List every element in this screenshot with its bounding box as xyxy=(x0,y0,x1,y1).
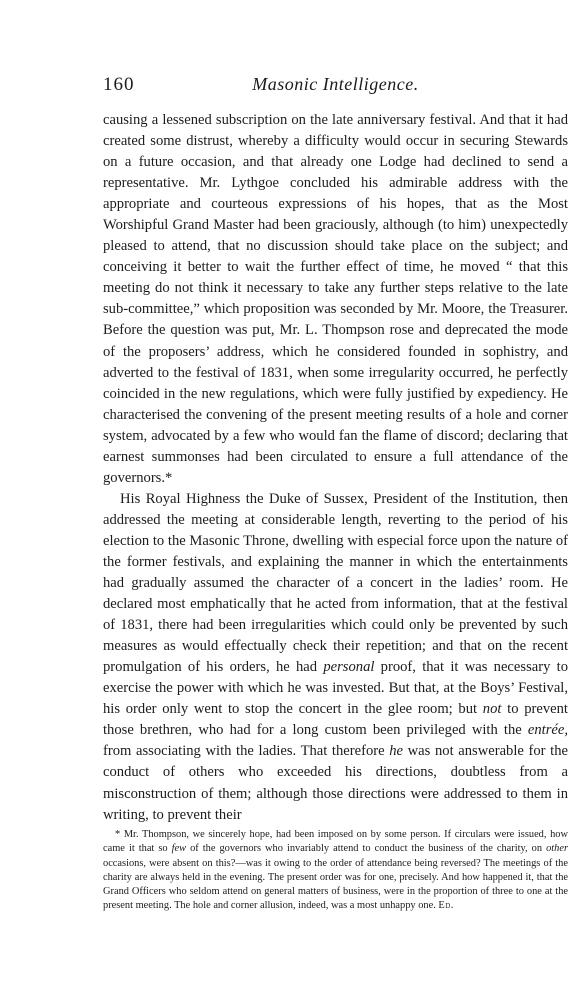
emphasis-not: not xyxy=(482,701,502,718)
running-title: Masonic Intelligence. xyxy=(252,74,419,94)
footnote-segment: * Mr. Thompson, we sincerely hope, had been imposed on by some person. If circulars were issued, how came it that so xyxy=(103,829,568,855)
paragraph-continued xyxy=(103,110,568,489)
footnote xyxy=(103,828,568,914)
paragraph-text: was not answerable for the conduct of others who exceeded his directions, doubtless from a misconstruction of them; although those directions were addressed to them in writing, to prevent their xyxy=(103,743,568,823)
page-number: 160 xyxy=(103,74,135,95)
main-text xyxy=(103,110,568,826)
emphasis-personal: personal xyxy=(323,659,375,676)
paragraph-text: causing a lessened subscription on the late anniversary festival. And that it had created some distrust, whereby a difficulty would occur in securing Stewards on a future occasion, and that already one Lodge had declined to send a representative. Mr. Lythgoe concluded his admirable address with the appropriate and courteous expressions of his hopes, that as the Most Worshipful Grand Master had been graciously, although (to him) unexpectedly pleased to attend, that no discussion should take place on the subject; and conceiving it better to wait the further effect of time, he moved “ that this meeting do not think it necessary to take any further steps relative to the late sub-committee,” which proposition was seconded by Mr. Moore, the Treasurer. Before the question was put, Mr. L. Thompson rose and deprecated the mode of the proposers’ address, which he considered founded in sophistry, and adverted to the festival of 1831, when some irregularity occurred, he perfectly coincided in the new regulations, which were fully justified by expediency. He characterised the convening of the present meeting results of a hole and corner system, advocated by a few who would fan the flame of discord; declaring that earnest summonses had been circulated to ensure a full attendance of the governors.* xyxy=(103,112,568,486)
paragraph-text: to prevent those brethren, who had for a long custom been privileged with the xyxy=(103,701,568,739)
page-header xyxy=(103,74,568,100)
paragraph-text: proof, that it was necessary to exercise the power with which he was invested. But that, at the Boys’ Festival, his order only went to stop the concert in the glee room; but xyxy=(103,659,568,718)
emphasis-few: few xyxy=(171,843,187,855)
emphasis-entree: entrée, xyxy=(527,722,568,739)
footnote-segment: of the governors who invariably attend to conduct the business of the charity, on xyxy=(186,843,547,855)
paragraph-text: His Royal Highness the Duke of Sussex, President of the Institution, then addressed the meeting at considerable length, reverting to the period of his election to the Masonic Throne, dwelling with especial force upon the nature of the former festivals, and explaining the manner in which the entertainments had gradually assumed the character of a concert in the ladies’ room. He declared most emphatically that he acted from information, that at the festival of 1831, there had been irregularities which could only be prevented by such measures as would effectually check their repetition; and that on the recent promulgation of his orders, he had xyxy=(103,490,568,676)
paragraph-text: from associating with the ladies. That therefore xyxy=(103,743,390,760)
footnote-segment: occasions, were absent on this?—was it owing to the order of attendance being reversed? The meetings of the charity are always held in the evening. The present order was for one, precisely. And how happened it, that the Grand Officers who seldom attend on general matters of business, were in the proportion of three to one at the present meeting. The hole and corner allusion, indeed, was a most unhappy one. xyxy=(103,857,568,912)
paragraph-duke-of-sussex-address xyxy=(103,489,568,826)
footnote-text xyxy=(103,828,568,914)
editor-mark: Ed. xyxy=(438,900,454,912)
emphasis-other: other xyxy=(546,843,569,855)
emphasis-he: he xyxy=(389,743,404,760)
